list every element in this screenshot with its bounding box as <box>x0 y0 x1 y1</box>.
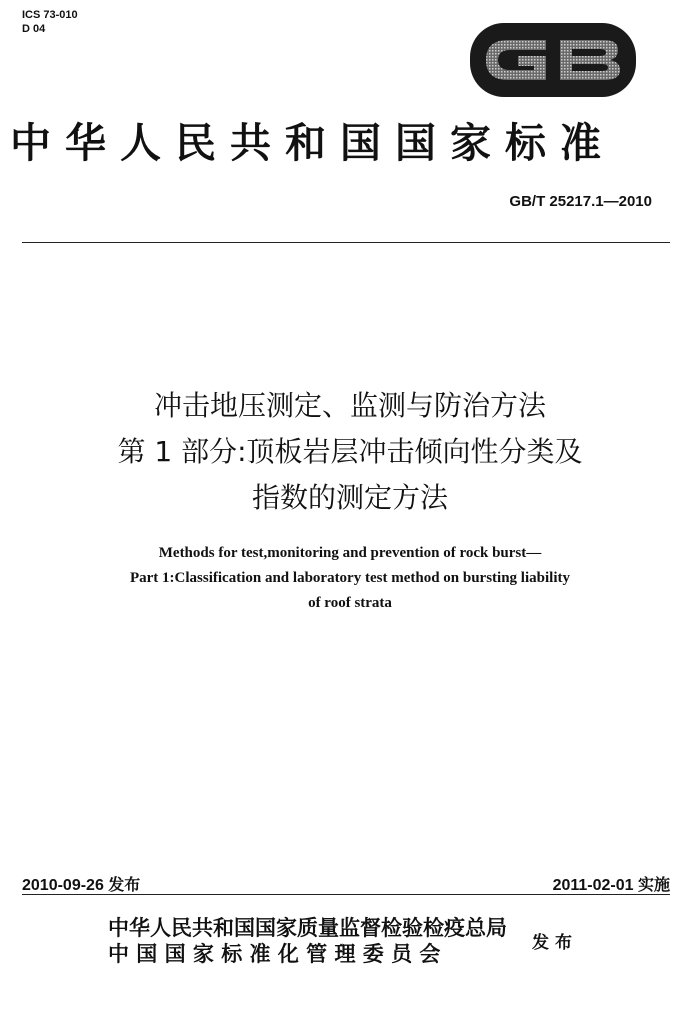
title-en-line-2: Part 1:Classification and laboratory test method on bursting liability <box>129 570 570 586</box>
ccs-code: D 04 <box>22 23 46 35</box>
standard-number: GB/T 25217.1—2010 <box>509 193 652 210</box>
standard-title: 中华人民共和国国家标准 <box>10 119 615 167</box>
issuer-line-1: 中华人民共和国国家质量监督检验检疫总局 <box>108 915 507 940</box>
publish-label: 发布 <box>532 933 578 953</box>
title-en-line-1: Methods for test,monitoring and prevention of rock burst— <box>158 545 542 561</box>
issuer-line-2: 中 国 国 家 标 准 化 管 理 委 员 会 <box>108 941 441 966</box>
title-cn-line-3: 指数的测定方法 <box>251 481 448 514</box>
footer-divider <box>22 894 670 895</box>
header-divider <box>22 242 670 243</box>
issue-date: 2010-09-26 发布 <box>22 877 141 894</box>
title-en-line-3: of roof strata <box>308 595 392 611</box>
title-cn-line-1: 冲击地压测定、监测与防治方法 <box>153 389 546 422</box>
classification-codes <box>22 8 78 36</box>
title-cn-line-2: 第 1 部分:顶板岩层冲击倾向性分类及 <box>117 435 583 468</box>
gb-logo-icon <box>468 20 638 100</box>
implementation-date: 2011-02-01 实施 <box>552 877 670 894</box>
gb-logo <box>468 20 638 100</box>
ics-code: ICS 73-010 <box>22 9 78 21</box>
